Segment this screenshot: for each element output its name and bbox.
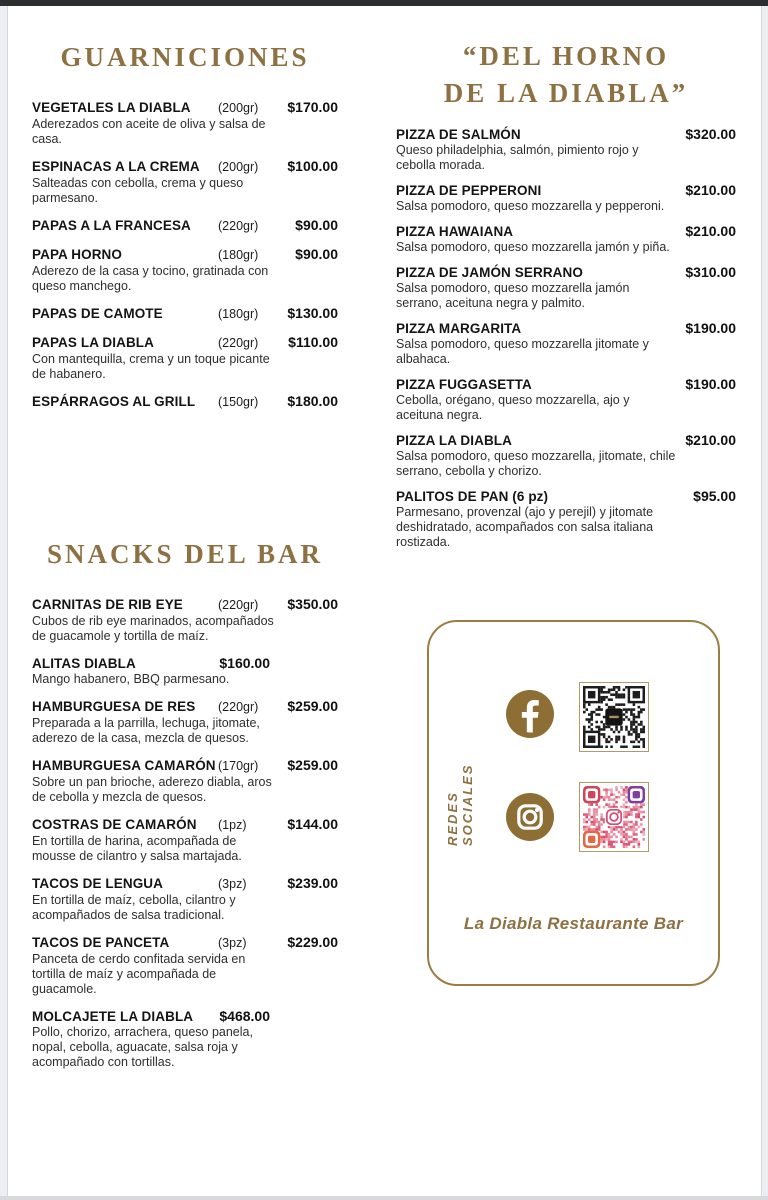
menu-item [32, 158, 338, 206]
item-description: Salsa pomodoro, queso mozzarella, jitomate, chile serrano, cebolla y chorizo. [396, 449, 676, 478]
item-price: $468.00 [219, 1008, 270, 1024]
item-name: PAPAS DE CAMOTE [32, 306, 163, 321]
item-description: Cebolla, orégano, queso mozzarella, ajo y aceituna negra. [396, 393, 630, 422]
menu-item [32, 217, 338, 235]
item-name: PIZZA DE JAMÓN SERRANO [396, 265, 583, 280]
menu-item [32, 655, 338, 687]
photo-edge-right [761, 6, 768, 1196]
menu-item [396, 264, 736, 311]
item-price: $210.00 [685, 432, 736, 448]
social-card [427, 620, 720, 986]
pizza-items [396, 126, 736, 550]
item-price: $180.00 [287, 393, 338, 409]
menu-item [396, 223, 736, 255]
item-name: PAPAS LA DIABLA [32, 335, 154, 350]
right-column [396, 6, 736, 986]
item-name: PIZZA DE PEPPERONI [396, 183, 542, 198]
item-name: PIZZA DE SALMÓN [396, 127, 521, 142]
facebook-qr-code [579, 682, 649, 752]
item-description: Con mantequilla, crema y un toque picante de habanero. [32, 352, 270, 381]
item-description: Salsa pomodoro, queso mozzarella jitomate y albahaca. [396, 337, 649, 366]
item-name: VEGETALES LA DIABLA [32, 100, 191, 115]
item-name: HAMBURGUESA CAMARÓN [32, 758, 216, 773]
item-price: $190.00 [685, 376, 736, 392]
redes-sociales-label: REDES SOCIALES [445, 763, 475, 846]
item-description: Salsa pomodoro, queso mozzarella jamón serrano, aceituna negra y palmito. [396, 281, 630, 310]
item-description: Aderezo de la casa y tocino, gratinada con queso manchego. [32, 264, 269, 293]
item-price: $259.00 [287, 757, 338, 773]
menu-item [32, 393, 338, 411]
item-name: PIZZA FUGGASETTA [396, 377, 532, 392]
item-price: $350.00 [287, 596, 338, 612]
item-portion: (200gr) [218, 101, 259, 115]
item-price: $210.00 [685, 223, 736, 239]
menu-item [32, 305, 338, 323]
title-line-1: “DEL HORNO [462, 41, 670, 71]
item-name: PAPAS A LA FRANCESA [32, 218, 191, 233]
menu-item [32, 99, 338, 147]
menu-item [32, 1008, 338, 1070]
item-price: $239.00 [287, 875, 338, 891]
menu-item [396, 320, 736, 367]
item-description: Queso philadelphia, salmón, pimiento rojo y cebolla morada. [396, 143, 639, 172]
menu-item [396, 432, 736, 479]
photo-edge-bottom [0, 1196, 768, 1200]
item-description: Preparada a la parrilla, lechuga, jitomate, aderezo de la casa, mezcla de quesos. [32, 716, 260, 745]
section-snacks-del-bar [32, 539, 338, 1070]
item-name: PIZZA MARGARITA [396, 321, 522, 336]
item-name: PIZZA HAWAIANA [396, 224, 514, 239]
item-name: PALITOS DE PAN (6 pz) [396, 489, 549, 504]
item-name: ALITAS DIABLA [32, 656, 136, 671]
menu-item [32, 934, 338, 997]
item-price: $130.00 [287, 305, 338, 321]
snacks-items [32, 596, 338, 1070]
item-name: PIZZA LA DIABLA [396, 433, 512, 448]
menu-item [32, 875, 338, 923]
item-price: $100.00 [287, 158, 338, 174]
instagram-qr-code [579, 782, 649, 852]
item-name: HAMBURGUESA DE RES [32, 699, 196, 714]
item-description: Pollo, chorizo, arrachera, queso panela, nopal, cebolla, aguacate, salsa roja y acompañado con tortillas. [32, 1025, 253, 1069]
menu-item [32, 596, 338, 644]
guarniciones-items [32, 99, 338, 411]
item-portion: (150gr) [218, 395, 259, 409]
item-price: $144.00 [287, 816, 338, 832]
item-portion: (180gr) [218, 248, 259, 262]
item-description: Salteadas con cebolla, crema y queso parmesano. [32, 176, 244, 205]
item-price: $110.00 [288, 334, 338, 350]
item-price: $170.00 [287, 99, 338, 115]
menu-item [396, 126, 736, 173]
menu-item [32, 334, 338, 382]
item-portion: (220gr) [218, 336, 259, 350]
item-name: ESPINACAS A LA CREMA [32, 159, 200, 174]
item-price: $160.00 [219, 655, 270, 671]
item-description: Salsa pomodoro, queso mozzarella y pepperoni. [396, 199, 665, 213]
instagram-icon [506, 793, 554, 841]
item-price: $95.00 [693, 488, 736, 504]
item-portion: (3pz) [218, 877, 247, 891]
item-price: $259.00 [287, 698, 338, 714]
item-name: MOLCAJETE LA DIABLA [32, 1009, 194, 1024]
item-description: Panceta de cerdo confitada servida en tortilla de maíz y acompañada de guacamole. [32, 952, 246, 996]
left-column [32, 6, 338, 1081]
item-price: $320.00 [685, 126, 736, 142]
item-price: $229.00 [287, 934, 338, 950]
item-portion: (1pz) [218, 818, 247, 832]
menu-item [32, 816, 338, 864]
item-name: CARNITAS DE RIB EYE [32, 597, 183, 612]
item-description: Aderezados con aceite de oliva y salsa de casa. [32, 117, 266, 146]
menu-item [396, 488, 736, 550]
item-description: Cubos de rib eye marinados, acompañados de guacamole y tortilla de maíz. [32, 614, 274, 643]
item-name: ESPÁRRAGOS AL GRILL [32, 394, 196, 409]
menu-item [32, 246, 338, 294]
item-name: PAPA HORNO [32, 247, 123, 262]
facebook-icon [506, 690, 554, 738]
menu-item [396, 182, 736, 214]
item-description: Mango habanero, BBQ parmesano. [32, 672, 230, 686]
item-name: TACOS DE LENGUA [32, 876, 164, 891]
item-description: Parmesano, provenzal (ajo y perejil) y jitomate deshidratado, acompañados con salsa italiana rostizada. [396, 505, 654, 549]
item-portion: (3pz) [218, 936, 247, 950]
title-line-2: DE LA DIABLA” [443, 78, 689, 108]
item-portion: (220gr) [218, 700, 259, 714]
restaurant-name: La Diabla Restaurante Bar [463, 914, 684, 933]
section-title-del-horno [396, 38, 736, 112]
item-portion: (220gr) [218, 598, 259, 612]
photo-edge-left [0, 6, 8, 1196]
menu-page [8, 6, 761, 1196]
item-description: Salsa pomodoro, queso mozzarella jamón y piña. [396, 240, 670, 254]
item-description: En tortilla de maíz, cebolla, cilantro y acompañados de salsa tradicional. [32, 893, 236, 922]
item-portion: (220gr) [218, 219, 259, 233]
item-name: COSTRAS DE CAMARÓN [32, 817, 197, 832]
item-portion: (170gr) [218, 759, 259, 773]
section-title-guarniciones: GUARNICIONES [60, 42, 310, 72]
item-price: $90.00 [295, 217, 338, 233]
item-portion: (180gr) [218, 307, 259, 321]
section-guarniciones [32, 42, 338, 411]
item-price: $210.00 [685, 182, 736, 198]
menu-item [396, 376, 736, 423]
item-portion: (200gr) [218, 160, 259, 174]
item-description: Sobre un pan brioche, aderezo diabla, aros de cebolla y mezcla de quesos. [32, 775, 272, 804]
item-description: En tortilla de harina, acompañada de mousse de cilantro y salsa martajada. [32, 834, 242, 863]
item-name: TACOS DE PANCETA [32, 935, 170, 950]
item-price: $90.00 [295, 246, 338, 262]
item-price: $190.00 [685, 320, 736, 336]
section-title-snacks: SNACKS DEL BAR [46, 539, 324, 569]
item-price: $310.00 [685, 264, 736, 280]
menu-item [32, 757, 338, 805]
menu-item [32, 698, 338, 746]
